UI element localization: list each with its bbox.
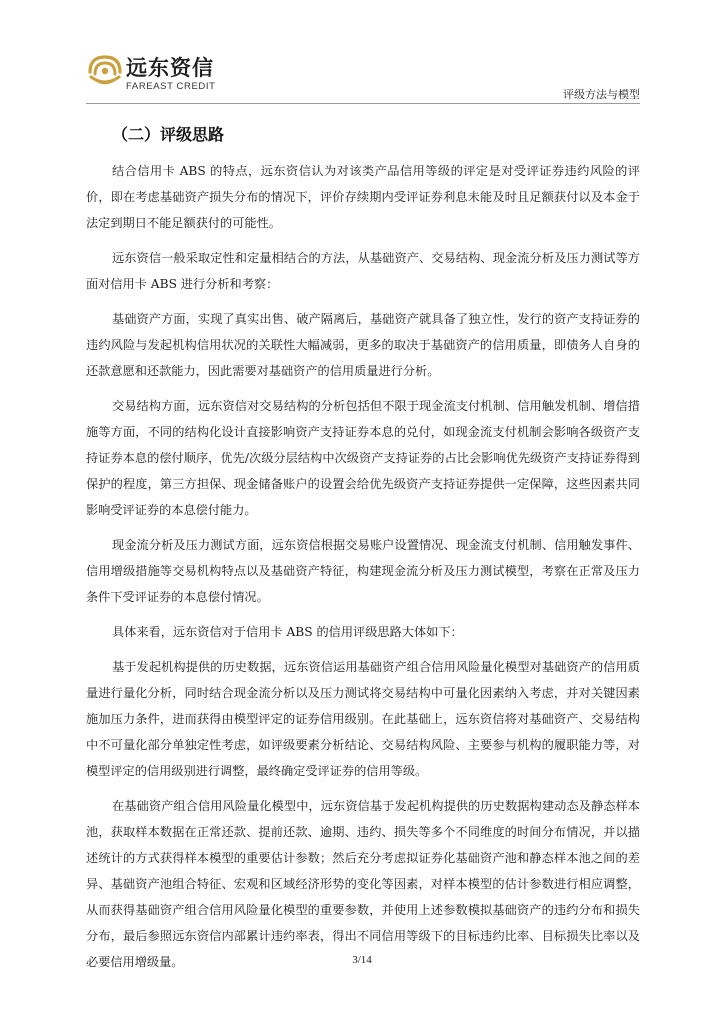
paragraph: 结合信用卡 ABS 的特点，远东资信认为对该类产品信用等级的评定是对受评证券违约风险的评价，即在考虑基础资产损失分布的情况下，评价存续期内受评证券利息未能及时且足额获付以及本金于法定到期日不能足额获付的可能性。 bbox=[86, 164, 640, 230]
page-number: 3/14 bbox=[352, 954, 372, 966]
paragraph: 现金流分析及压力测试方面，远东资信根据交易账户设置情况、现金流支付机制、信用触发事件、信用增级措施等交易机构特点以及基础资产特征，构建现金流分析及压力测试模型，考察在正常及压力条件下受评证券的本息偿付情况。 bbox=[86, 538, 640, 604]
paragraph: 具体来看，远东资信对于信用卡 ABS 的信用评级思路大体如下： bbox=[112, 625, 463, 639]
paragraph: 在基础资产组合信用风险量化模型中，远东资信基于发起机构提供的历史数据构建动态及静态样本池，获取样本数据在正常还款、提前还款、逾期、违约、损失等多个不同维度的时间分布情况，并以描述统计的方式获得样本模型的重要估计参数；然后充分考虑拟证券化基础资产池和静态样本池之间的差异、基础资产池组合特征、宏观和区域经济形势的变化等因素，对样本模型的估计参数进行相应调整，从而获得基础资产组合信用风险量化模型的重要参数，并使用上述参数模拟基础资产的违约分布和损失分布，最后参照远东资信内部累计违约率表，得出不同信用等级下的目标违约比率、目标损失比率以及必要信用增级量。 bbox=[86, 799, 640, 969]
fareast-credit-logo-icon bbox=[86, 50, 124, 92]
brand-name-english: FAREAST CREDIT bbox=[126, 81, 216, 92]
page-content bbox=[86, 123, 640, 984]
paragraph: 基于发起机构提供的历史数据，远东资信运用基础资产组合信用风险量化模型对基础资产的信用质量进行量化分析，同时结合现金流分析以及压力测试将交易结构中可量化因素纳入考虑，并对关键因素施加压力条件，进而获得由模型评定的证券信用级别。在此基础上，远东资信将对基础资产、交易结构中不可量化部分单独定性考虑，如评级要素分析结论、交易结构风险、主要参与机构的履职能力等，对模型评定的信用级别进行调整，最终确定受评证券的信用等级。 bbox=[86, 660, 640, 778]
page-header bbox=[0, 0, 724, 104]
paragraph: 基础资产方面，实现了真实出售、破产隔离后，基础资产就具备了独立性，发行的资产支持证券的违约风险与发起机构信用状况的关联性大幅减弱，更多的取决于基础资产的信用质量，即债务人自身的还款意愿和还款能力，因此需要对基础资产的信用质量进行分析。 bbox=[86, 312, 640, 378]
brand-name-chinese: 远东资信 bbox=[126, 56, 214, 80]
paragraph: 交易结构方面，远东资信对交易结构的分析包括但不限于现金流支付机制、信用触发机制、增信措施等方面，不同的结构化设计直接影响资产支持证券本息的兑付，如现金流支付机制会影响各级资产支持证券本息的偿付顺序，优先/次级分层结构中次级资产支持证券的占比会影响优先级资产支持证券得到保护的程度，第三方担保、现金储备账户的设置会给优先级资产支持证券提供一定保障，这些因素共同影响受评证券的本息偿付能力。 bbox=[86, 399, 640, 517]
paragraph: 远东资信一般采取定性和定量相结合的方法，从基础资产、交易结构、现金流分析及压力测试等方面对信用卡 ABS 进行分析和考察： bbox=[86, 251, 640, 291]
document-title: 评级方法与模型 bbox=[563, 88, 640, 101]
header-divider bbox=[86, 103, 640, 104]
section-heading: （二）评级思路 bbox=[112, 125, 225, 144]
